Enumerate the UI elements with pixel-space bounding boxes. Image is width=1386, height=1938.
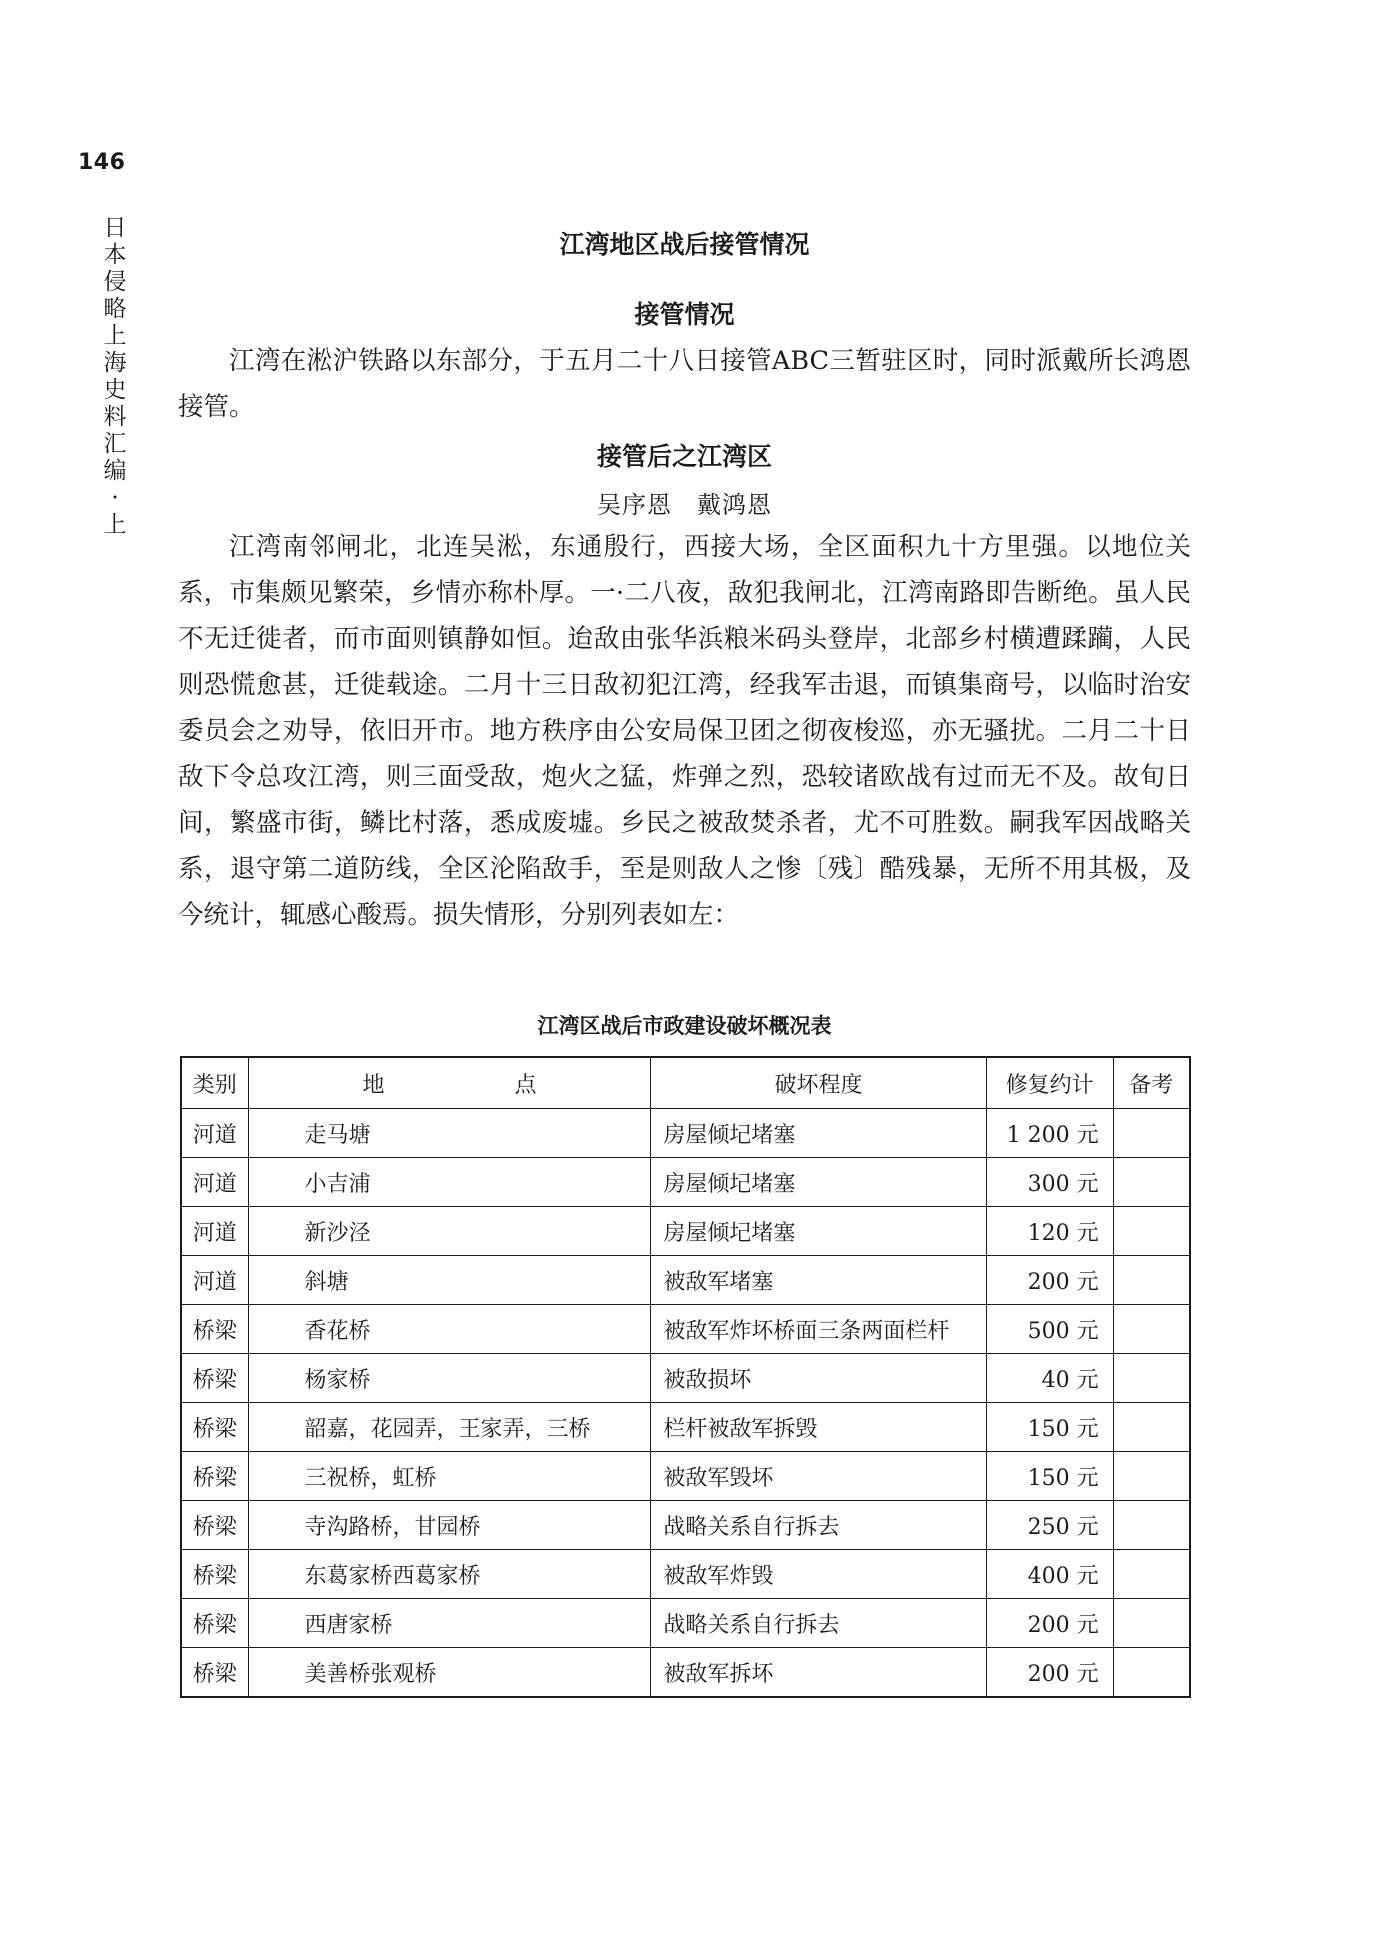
table-caption: 江湾区战后市政建设破坏概况表 [537, 1014, 832, 1038]
table-row [181, 1550, 1190, 1599]
cell-cost: 1 200 元 [986, 1109, 1113, 1158]
cell-location: 三祝桥，虹桥 [248, 1452, 651, 1501]
authors: 吴序恩 戴鸿恩 [597, 491, 772, 519]
cell-cost: 120 元 [986, 1207, 1113, 1256]
cell-note [1113, 1452, 1190, 1501]
cell-location: 香花桥 [248, 1305, 651, 1354]
cell-cost: 150 元 [986, 1452, 1113, 1501]
cell-note [1113, 1648, 1190, 1698]
header-location [248, 1057, 651, 1109]
cell-category: 桥梁 [181, 1305, 248, 1354]
cell-cost: 250 元 [986, 1501, 1113, 1550]
cell-damage: 被敌军拆坏 [651, 1648, 986, 1698]
paragraph-takeover: 江湾在淞沪铁路以东部分，于五月二十八日接管ABC三暂驻区时，同时派戴所长鸿恩接管。 [178, 346, 1191, 422]
table-row [181, 1109, 1190, 1158]
damage-table [180, 1056, 1191, 1698]
cell-cost: 200 元 [986, 1256, 1113, 1305]
cell-damage: 战略关系自行拆去 [651, 1599, 986, 1648]
cell-damage: 被敌军炸毁 [651, 1550, 986, 1599]
cell-cost: 40 元 [986, 1354, 1113, 1403]
table-row [181, 1354, 1190, 1403]
paragraph-jiangwan: 江湾南邻闸北，北连吴淞，东通殷行，西接大场，全区面积九十方里强。以地位关系，市集颇见繁荣，乡情亦称朴厚。一·二八夜，敌犯我闸北，江湾南路即告断绝。虽人民不无迁徙者，而市面则镇静如恒。迨敌由张华浜粮米码头登岸，北部乡村横遭蹂躏，人民则恐慌愈甚，迁徙载途。二月十三日敌初犯江湾，经我军击退，而镇集商号，以临时治安委员会之劝导，依旧开市。地方秩序由公安局保卫团之彻夜梭巡，亦无骚扰。二月二十日敌下令总攻江湾，则三面受敌，炮火之猛，炸弹之烈，恐较诸欧战有过而无不及。故旬日间，繁盛市街，鳞比村落，悉成废墟。乡民之被敌焚杀者，尤不可胜数。嗣我军因战略关系，退守第二道防线，全区沦陷敌手，至是则敌人之惨〔残〕酷残暴，无所不用其极，及今统计，辄感心酸焉。损失情形，分别列表如左： [178, 532, 1191, 930]
table-row [181, 1158, 1190, 1207]
cell-note [1113, 1305, 1190, 1354]
cell-category: 桥梁 [181, 1501, 248, 1550]
cell-cost: 200 元 [986, 1599, 1113, 1648]
cell-category: 桥梁 [181, 1452, 248, 1501]
cell-location: 斜塘 [248, 1256, 651, 1305]
cell-note [1113, 1354, 1190, 1403]
section-heading-jiangwan: 接管后之江湾区 [596, 442, 772, 471]
table-row [181, 1501, 1190, 1550]
cell-damage: 被敌军堵塞 [651, 1256, 986, 1305]
cell-category: 桥梁 [181, 1599, 248, 1648]
cell-category: 河道 [181, 1158, 248, 1207]
cell-note [1113, 1158, 1190, 1207]
cell-location: 韶嘉，花园弄，王家弄，三桥 [248, 1403, 651, 1452]
section-heading-takeover: 接管情况 [634, 300, 735, 329]
cell-cost: 300 元 [986, 1158, 1113, 1207]
cell-note [1113, 1207, 1190, 1256]
cell-note [1113, 1501, 1190, 1550]
cell-damage: 被敌军炸坏桥面三条两面栏杆 [651, 1305, 986, 1354]
cell-category: 桥梁 [181, 1648, 248, 1698]
cell-cost: 400 元 [986, 1550, 1113, 1599]
table-header-row [181, 1057, 1190, 1109]
cell-location: 走马塘 [248, 1109, 651, 1158]
cell-category: 河道 [181, 1256, 248, 1305]
table-row [181, 1305, 1190, 1354]
table-row [181, 1403, 1190, 1452]
running-head: 日本侵略上海史料汇编·上 [103, 215, 127, 538]
cell-cost: 150 元 [986, 1403, 1113, 1452]
cell-note [1113, 1403, 1190, 1452]
cell-note [1113, 1256, 1190, 1305]
cell-damage: 房屋倾圮堵塞 [651, 1109, 986, 1158]
cell-damage: 被敌损坏 [651, 1354, 986, 1403]
header-cost: 修复约计 [986, 1057, 1113, 1109]
cell-location: 杨家桥 [248, 1354, 651, 1403]
cell-damage: 房屋倾圮堵塞 [651, 1158, 986, 1207]
page-number: 146 [78, 150, 126, 175]
cell-category: 河道 [181, 1109, 248, 1158]
cell-location: 寺沟路桥，甘园桥 [248, 1501, 651, 1550]
cell-location: 东葛家桥西葛家桥 [248, 1550, 651, 1599]
cell-note [1113, 1550, 1190, 1599]
table-row [181, 1256, 1190, 1305]
header-location-part-b: 点 [514, 1072, 537, 1098]
cell-location: 新沙泾 [248, 1207, 651, 1256]
cell-location: 小吉浦 [248, 1158, 651, 1207]
cell-location: 西唐家桥 [248, 1599, 651, 1648]
table-body [181, 1109, 1190, 1698]
cell-damage: 房屋倾圮堵塞 [651, 1207, 986, 1256]
main-title: 江湾地区战后接管情况 [559, 230, 810, 259]
header-damage: 破坏程度 [651, 1057, 986, 1109]
table-row [181, 1452, 1190, 1501]
table-row [181, 1207, 1190, 1256]
cell-cost: 200 元 [986, 1648, 1113, 1698]
header-location-part-a: 地 [362, 1072, 385, 1098]
table-row [181, 1648, 1190, 1698]
cell-damage: 被敌军毁坏 [651, 1452, 986, 1501]
cell-note [1113, 1109, 1190, 1158]
table-row [181, 1599, 1190, 1648]
cell-location: 美善桥张观桥 [248, 1648, 651, 1698]
cell-damage: 栏杆被敌军拆毁 [651, 1403, 986, 1452]
cell-category: 河道 [181, 1207, 248, 1256]
cell-category: 桥梁 [181, 1354, 248, 1403]
cell-note [1113, 1599, 1190, 1648]
header-note: 备考 [1113, 1057, 1190, 1109]
cell-category: 桥梁 [181, 1550, 248, 1599]
cell-category: 桥梁 [181, 1403, 248, 1452]
cell-damage: 战略关系自行拆去 [651, 1501, 986, 1550]
header-category: 类别 [181, 1057, 248, 1109]
cell-cost: 500 元 [986, 1305, 1113, 1354]
